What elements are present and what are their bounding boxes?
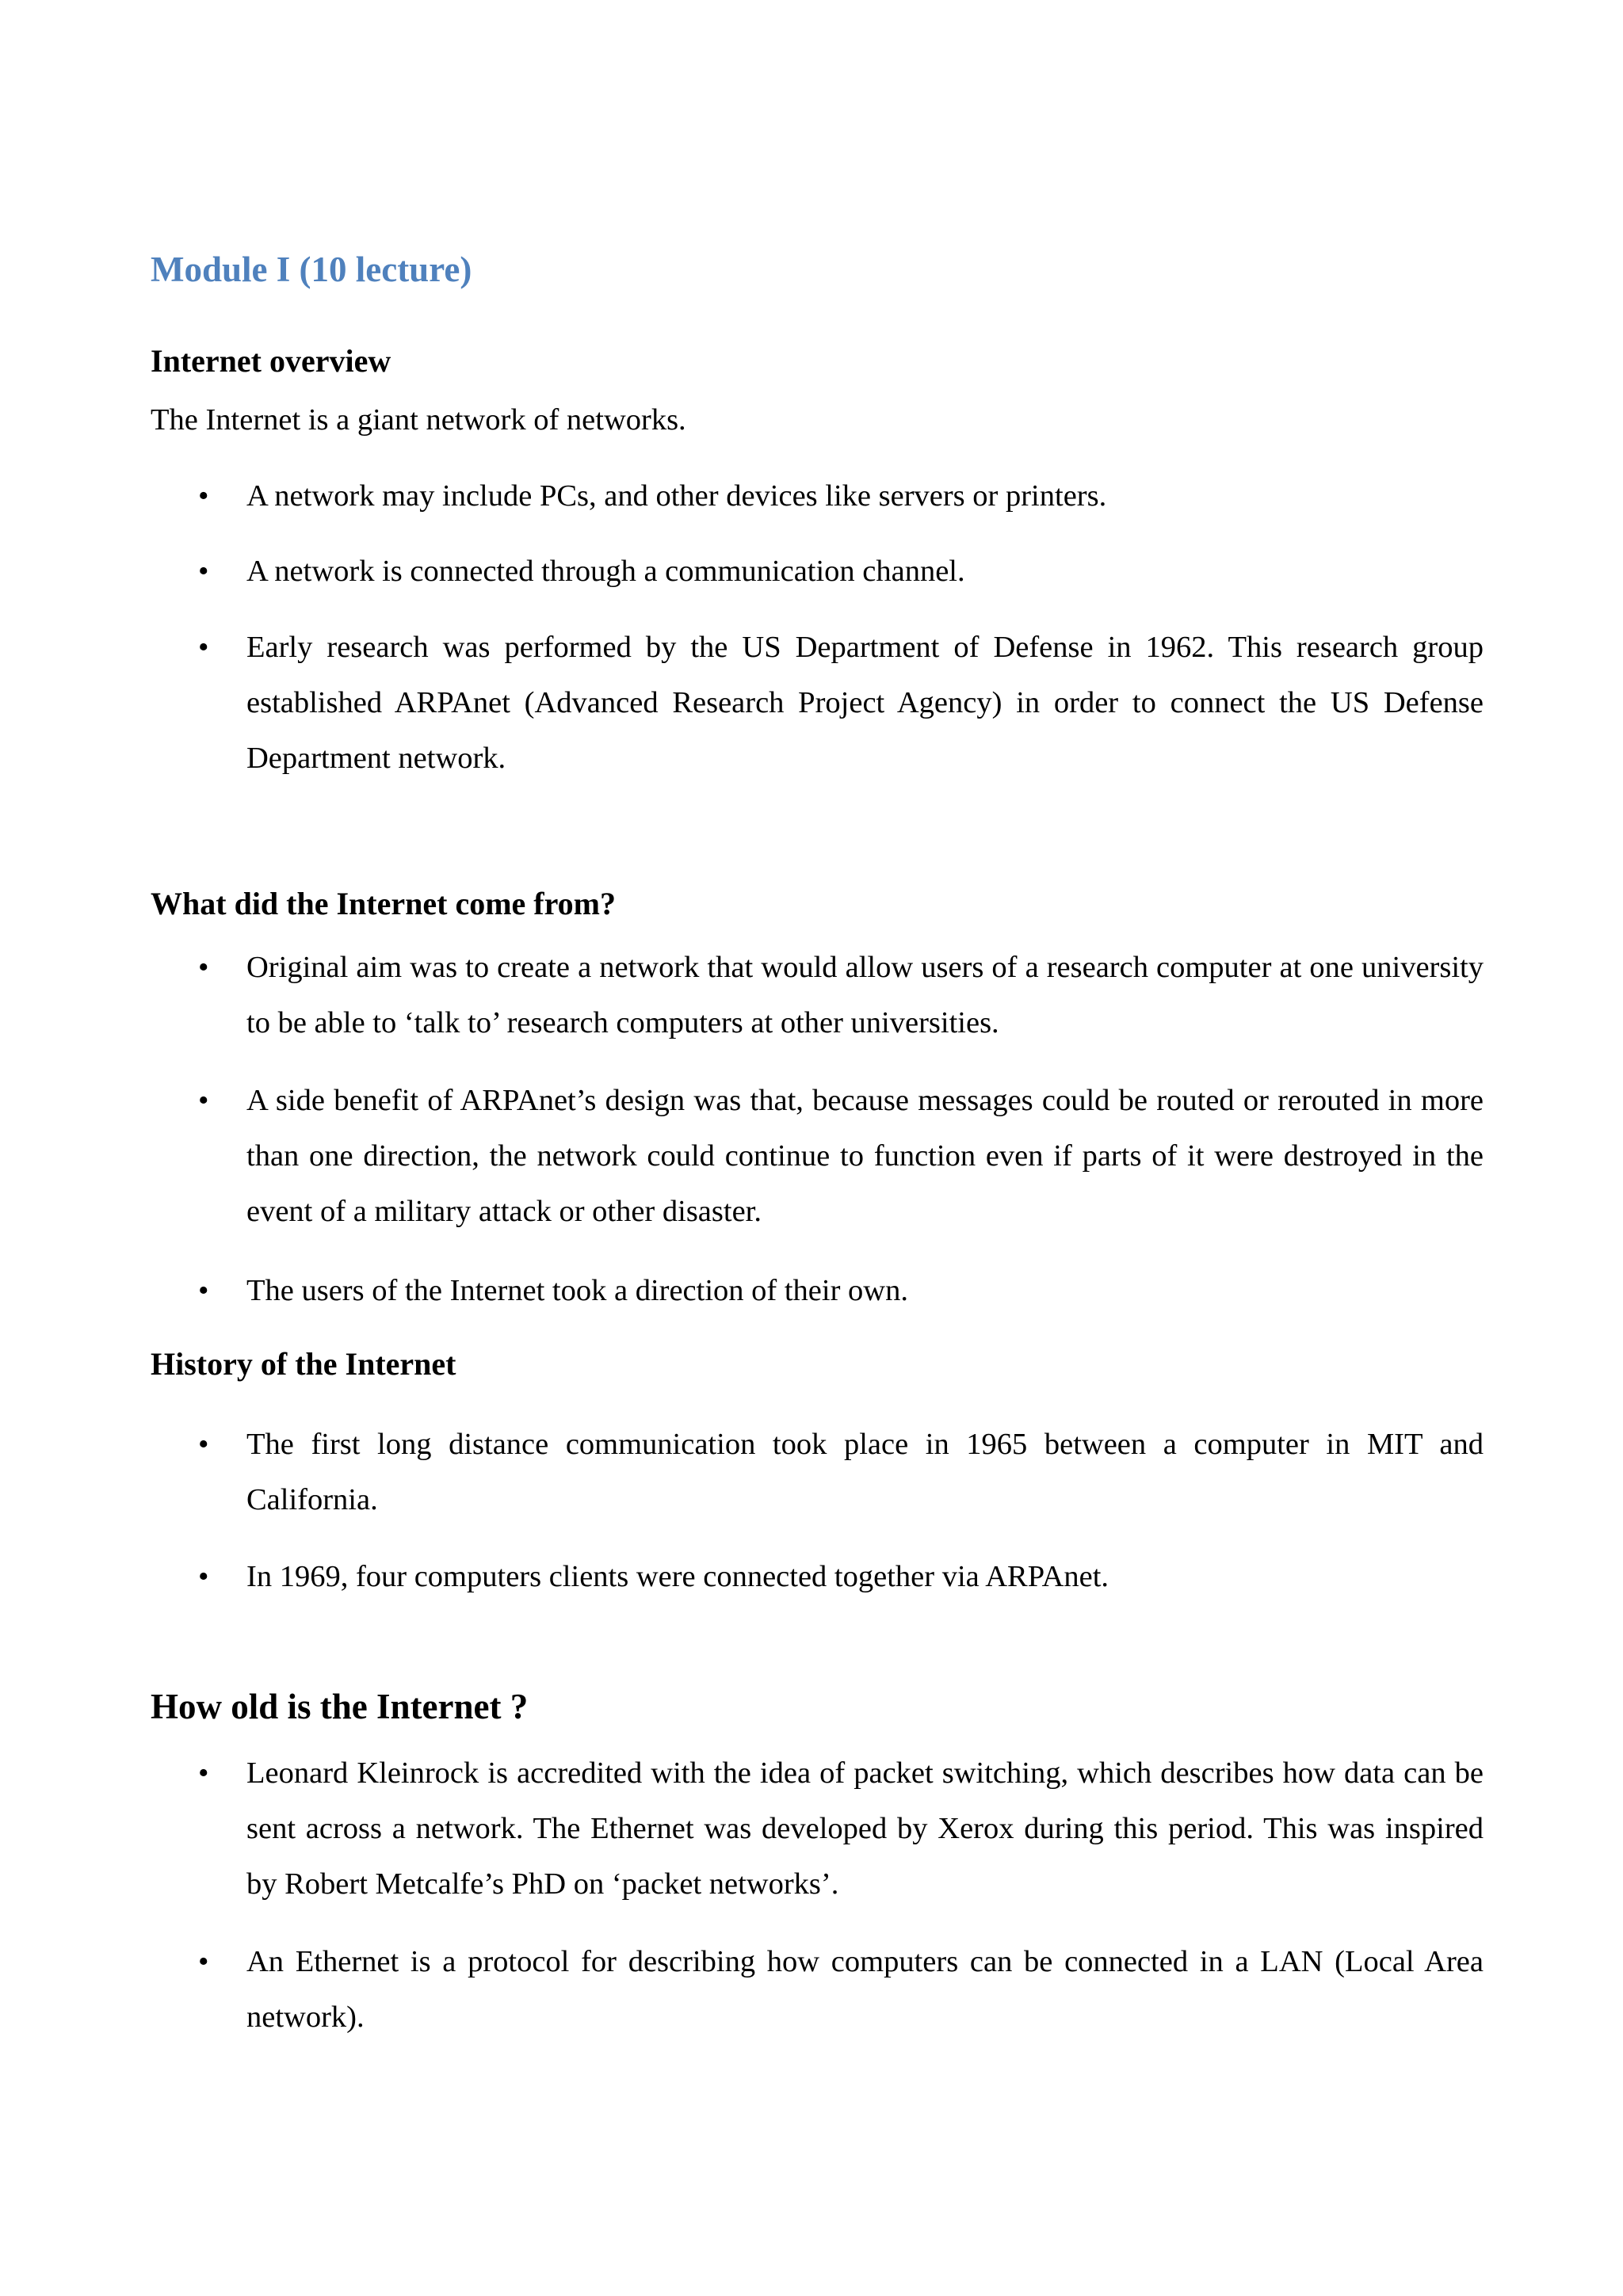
bullet-icon: • [198,1428,209,1461]
bullet-icon: • [198,1560,209,1593]
bullet-icon: • [198,479,209,513]
list-item-text: Leonard Kleinrock is accredited with the idea of packet switching, which describes how data can be sent across a network. The Ethernet was developed by Xerox during this period. This was inspired by Robert Metcalfe’s PhD on ‘packet networks’. [246,1756,1484,1901]
bullet-icon: • [198,1945,209,1978]
list-item-text: A side benefit of ARPAnet’s design was that, because messages could be routed or rerouted in more than one direction, the network could continue to function even if parts of it were destroyed in the event of a military attack or other disaster. [246,1084,1484,1228]
list-item-text: Original aim was to create a network that would allow users of a research computer at one university to be able to ‘talk to’ research computers at other universities. [246,951,1484,1039]
list-item-text: The users of the Internet took a direction of their own. [246,1274,908,1307]
list-item-text: A network may include PCs, and other devices like servers or printers. [246,479,1107,513]
list-item-text: The first long distance communication took place in 1965 between a computer in MIT and California. [246,1428,1484,1516]
heading-internet-history: History of the Internet [151,1346,456,1382]
list-item-text: Early research was performed by the US Department of Defense in 1962. This research group established ARPAnet (Advanced Research Project Agency) in order to connect the US Defense Department network. [246,631,1484,775]
list-item-text: A network is connected through a communication channel. [246,555,965,588]
overview-intro: The Internet is a giant network of networks. [151,403,686,437]
bullet-icon: • [198,555,209,588]
bullet-icon: • [198,1274,209,1307]
bullet-icon: • [198,631,209,664]
heading-internet-overview: Internet overview [151,343,391,379]
bullet-icon: • [198,951,209,984]
list-item-text: In 1969, four computers clients were connected together via ARPAnet. [246,1560,1109,1593]
module-title: Module I (10 lecture) [151,250,472,289]
bullet-icon: • [198,1084,209,1117]
list-item-text: An Ethernet is a protocol for describing how computers can be connected in a LAN (Local Area network). [246,1945,1484,2034]
heading-internet-age: How old is the Internet ? [151,1687,529,1726]
bullet-icon: • [198,1756,209,1790]
heading-internet-origin: What did the Internet come from? [151,886,616,921]
